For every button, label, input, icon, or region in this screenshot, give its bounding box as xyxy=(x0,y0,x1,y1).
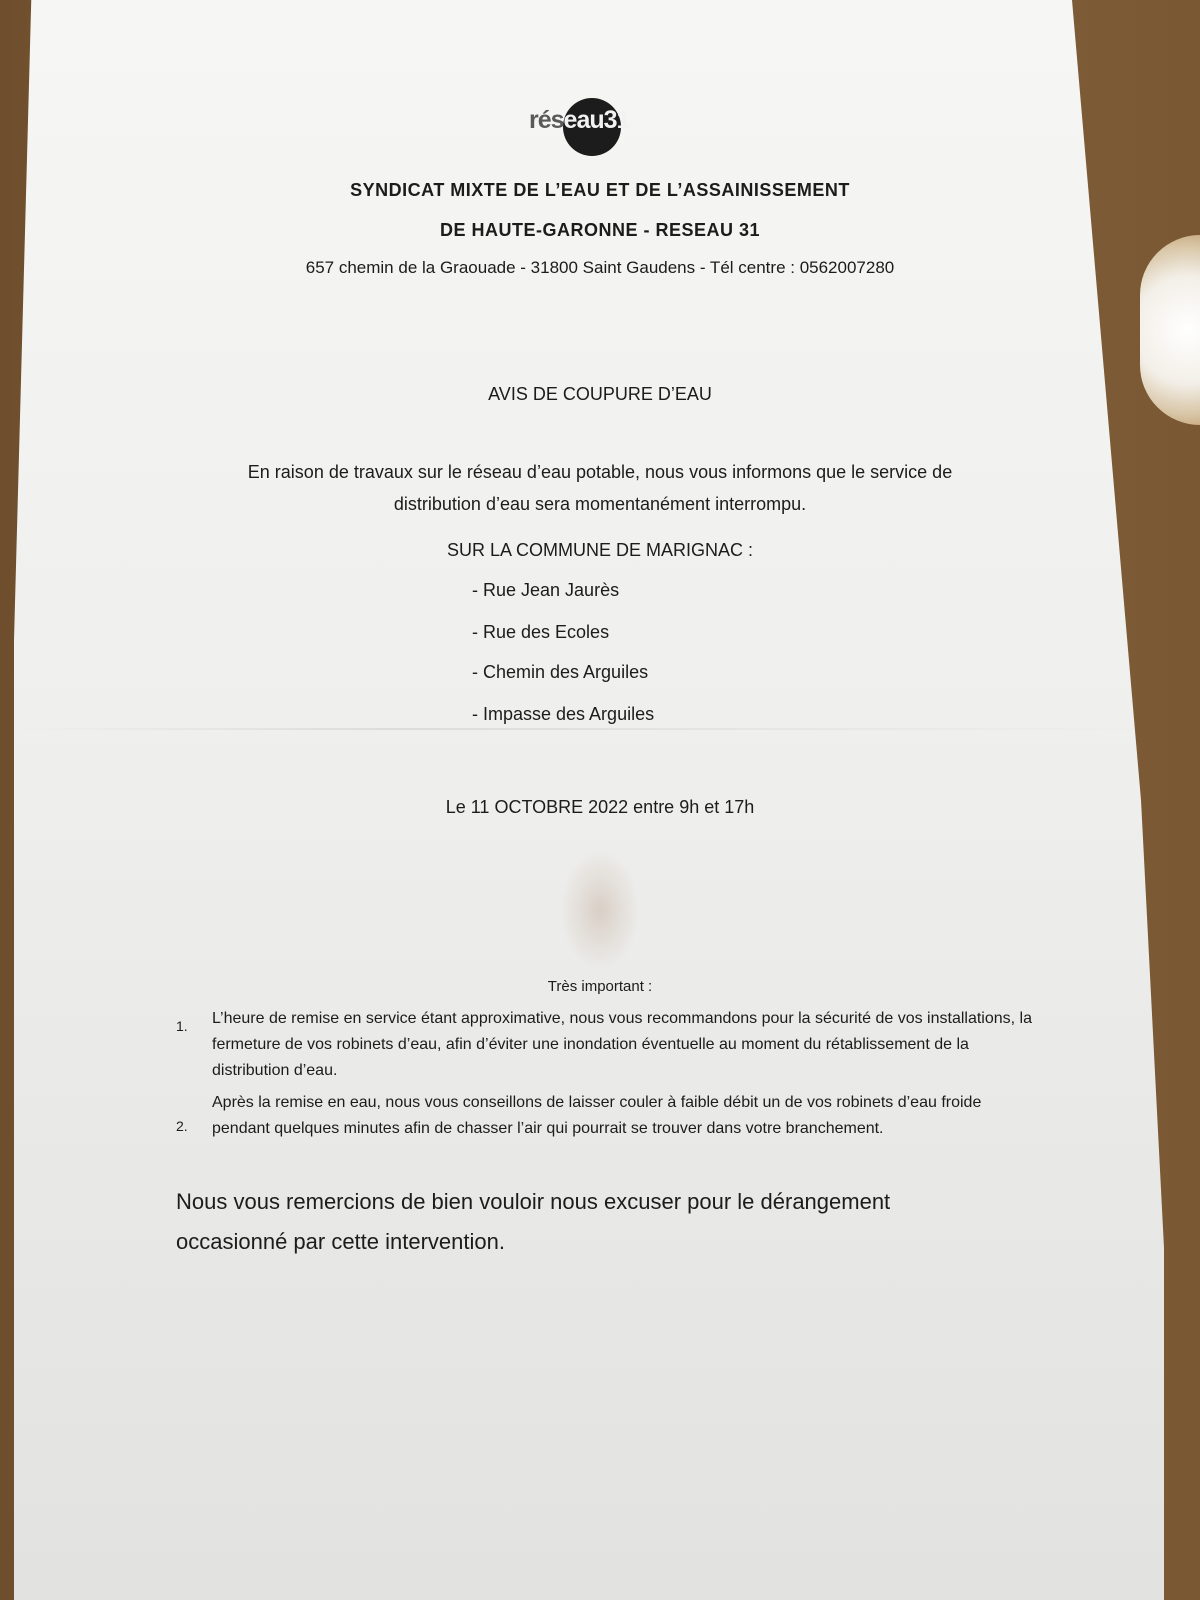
header-line-2: DE HAUTE-GARONNE - RESEAU 31 xyxy=(439,220,761,240)
important-heading: Très important : xyxy=(547,978,653,995)
street-item: - Rue Jean Jaurès xyxy=(472,580,620,600)
important-item: L’heure de remise en service étant approximative, nous vous recommandons pour la sécurité de vos installations, la fermeture de vos robinets d’eau, afin d’éviter une inondation éventuelle au moment du rétablissement de la distribution d’eau. xyxy=(212,1010,1032,1079)
fold-crease xyxy=(14,728,1164,730)
street-item: - Impasse des Arguiles xyxy=(472,704,655,724)
intro-line-1: En raison de travaux sur le réseau d’eau potable, nous vous informons que le service de xyxy=(247,462,953,482)
closing-message: Nous vous remercions de bien vouloir nous excuser pour le dérangement occasionné par cette intervention. xyxy=(176,1189,891,1254)
commune-heading: SUR LA COMMUNE DE MARIGNAC : xyxy=(446,540,754,560)
item-number: 2. xyxy=(176,1118,188,1134)
street-item: - Rue des Ecoles xyxy=(472,622,610,642)
header-address: 657 chemin de la Graouade - 31800 Saint Gaudens - Tél centre : 0562007280 xyxy=(305,258,895,277)
reseau31-logo xyxy=(527,96,630,156)
intro-line-2: distribution d’eau sera momentanément interrompu. xyxy=(393,494,807,514)
outage-date: Le 11 OCTOBRE 2022 entre 9h et 17h xyxy=(445,797,755,817)
item-number: 1. xyxy=(176,1018,188,1034)
street-item: - Chemin des Arguiles xyxy=(472,662,649,682)
logo-wordmark: réseau31 xyxy=(529,106,630,134)
important-item: Après la remise en eau, nous vous conseillons de laisser couler à faible débit un de vos robinets d’eau froide pendant quelques minutes afin de chasser l’air qui pourrait se trouver dans votre branchement. xyxy=(212,1094,982,1137)
notice-title: AVIS DE COUPURE D’EAU xyxy=(488,384,712,404)
stain-mark xyxy=(560,850,640,970)
header-line-1: SYNDICAT MIXTE DE L’EAU ET DE L’ASSAINISSEMENT xyxy=(350,180,850,200)
